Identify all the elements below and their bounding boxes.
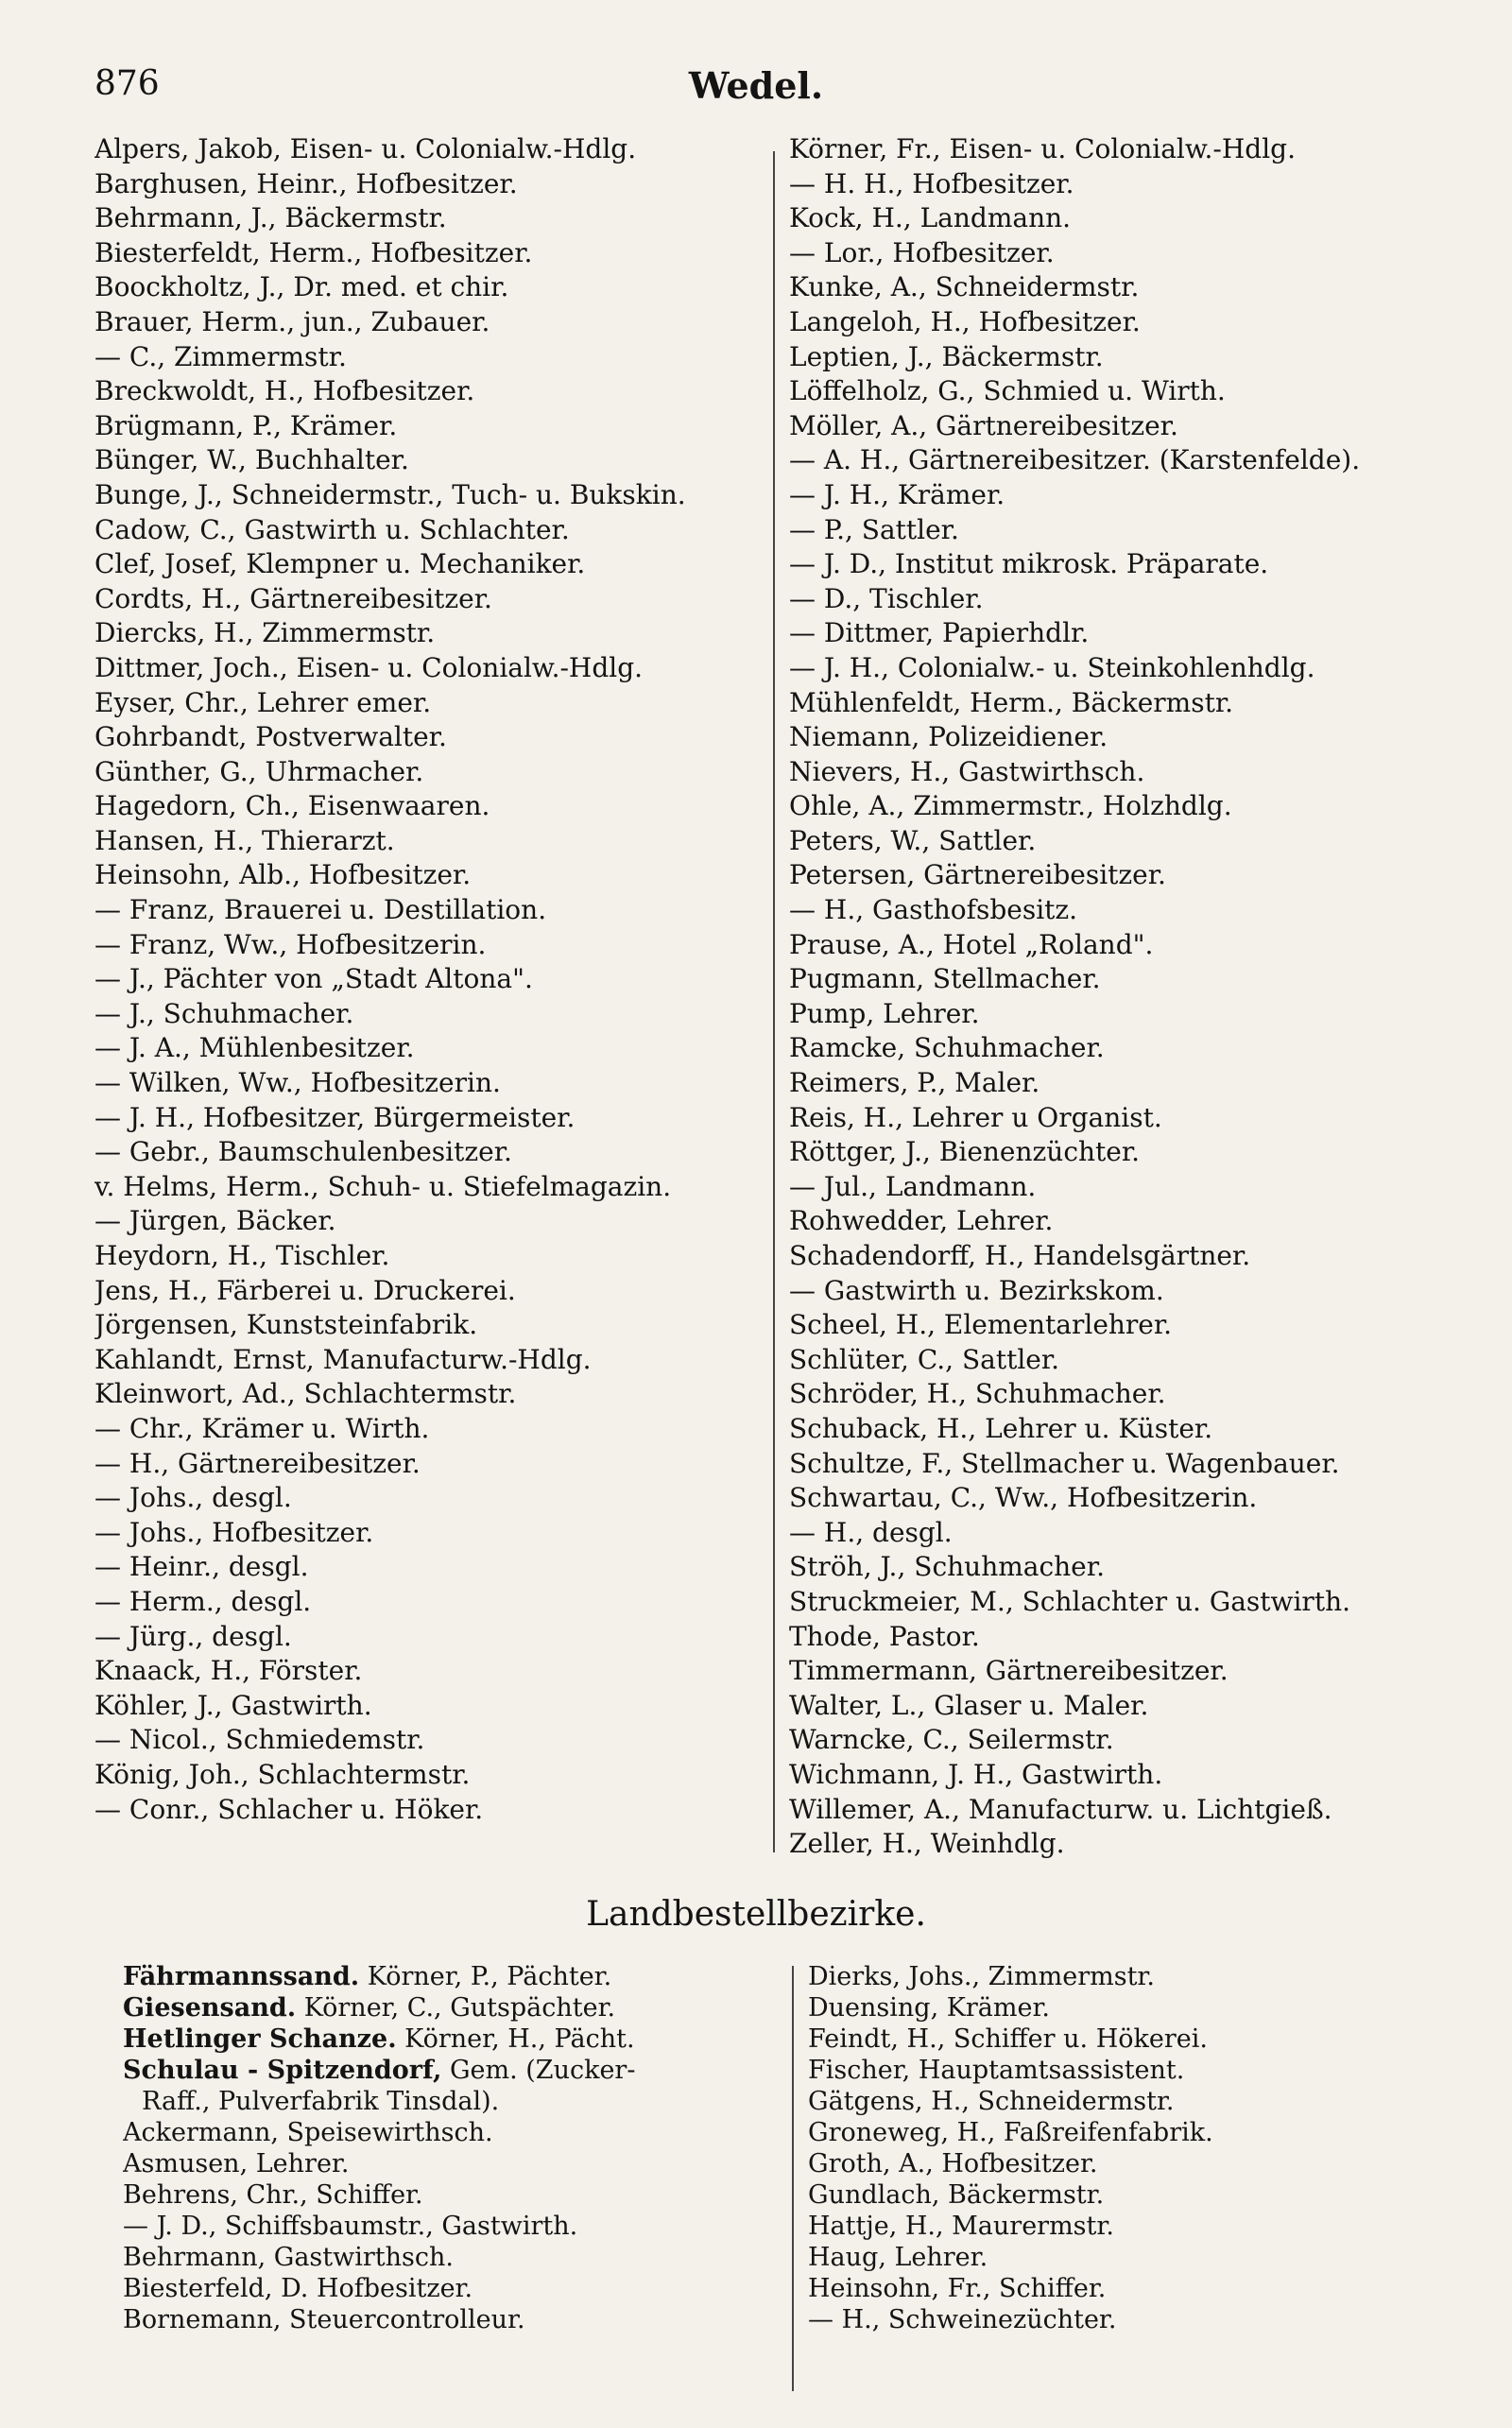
directory-entry: Ramcke, Schuhmacher.: [789, 1032, 1105, 1064]
section-right-column: [808, 1961, 1469, 2335]
directory-entry: Kunke, A., Schneidermstr.: [789, 271, 1140, 303]
entry-text: — J. D., Schiffsbaumstr., Gastwirth.: [123, 2212, 578, 2241]
directory-entry: Heydorn, H., Tischler.: [94, 1240, 390, 1271]
directory-entry: Fischer, Hauptamtsassistent.: [808, 2056, 1185, 2085]
directory-entry: Bunge, J., Schneidermstr., Tuch- u. Bukskin.: [94, 478, 686, 510]
directory-entry: [123, 2242, 784, 2273]
directory-entry: Hattje, H., Maurermstr.: [808, 2212, 1114, 2241]
directory-entry: Groth, A., Hofbesitzer.: [808, 2149, 1098, 2178]
directory-entry: — Franz, Brauerei u. Destillation.: [94, 894, 547, 926]
directory-entry: Kleinwort, Ad., Schlachtermstr.: [94, 1378, 517, 1410]
directory-entry: — Jürg., desgl.: [94, 1620, 292, 1652]
directory-entry: [123, 2086, 784, 2117]
directory-entry: — Herm., desgl.: [94, 1585, 312, 1617]
directory-entry: Pugmann, Stellmacher.: [789, 963, 1101, 995]
directory-entry: — Jul., Landmann.: [789, 1170, 1037, 1202]
directory-entry: Möller, A., Gärtnereibesitzer.: [789, 409, 1178, 441]
directory-entry: [123, 2023, 784, 2055]
directory-entry: Schultze, F., Stellmacher u. Wagenbauer.: [789, 1447, 1340, 1479]
section-column-divider: [792, 1966, 794, 2391]
directory-entry: Körner, Fr., Eisen- u. Colonialw.-Hdlg.: [789, 133, 1296, 164]
directory-entry: — Heinr., desgl.: [94, 1551, 309, 1583]
directory-entry: Schuback, H., Lehrer u. Küster.: [789, 1412, 1213, 1444]
directory-entry: Jens, H., Färberei u. Druckerei.: [94, 1274, 516, 1306]
directory-entry: Struckmeier, M., Schlachter u. Gastwirth.: [789, 1585, 1351, 1617]
directory-entry: Köhler, J., Gastwirth.: [94, 1689, 372, 1721]
directory-entry: — Johs., Hofbesitzer.: [94, 1516, 374, 1548]
directory-entry: [123, 2117, 784, 2148]
directory-entry: — C., Zimmermstr.: [94, 340, 347, 372]
entry-text: Körner, P., Pächter.: [359, 1962, 612, 1991]
directory-entry: Hansen, H., Thierarzt.: [94, 824, 395, 856]
directory-entry: Barghusen, Heinr., Hofbesitzer.: [94, 167, 518, 199]
directory-entry: Gohrbandt, Postverwalter.: [94, 721, 447, 753]
directory-entry: Kahlandt, Ernst, Manufacturw.-Hdlg.: [94, 1343, 592, 1375]
directory-entry: Rohwedder, Lehrer.: [789, 1205, 1054, 1237]
directory-entry: Walter, L., Glaser u. Maler.: [789, 1689, 1149, 1721]
directory-entry: Heinsohn, Fr., Schiffer.: [808, 2274, 1107, 2303]
directory-entry: — J. H., Hofbesitzer, Bürgermeister.: [94, 1101, 576, 1133]
locality-name: Giesensand.: [123, 1993, 297, 2023]
column-divider: [773, 151, 775, 1852]
directory-entry: Günther, G., Uhrmacher.: [94, 755, 424, 787]
entry-text: Biesterfeld, D. Hofbesitzer.: [123, 2274, 473, 2303]
directory-entry: — Conr., Schlacher u. Höker.: [94, 1793, 484, 1825]
directory-entry: — J., Pächter von „Stadt Altona".: [94, 963, 533, 995]
directory-entry: Mühlenfeldt, Herm., Bäckermstr.: [789, 686, 1234, 718]
directory-entry: Jörgensen, Kunststeinfabrik.: [94, 1309, 478, 1341]
directory-entry: Feindt, H., Schiffer u. Hökerei.: [808, 2024, 1208, 2054]
directory-entry: — D., Tischler.: [789, 582, 984, 614]
directory-entry: Prause, A., Hotel „Roland".: [789, 928, 1154, 960]
directory-entry: Brauer, Herm., jun., Zubauer.: [94, 305, 490, 337]
directory-entry: [123, 2179, 784, 2211]
directory-entry: Biesterfeldt, Herm., Hofbesitzer.: [94, 236, 533, 268]
directory-entry: Niemann, Polizeidiener.: [789, 721, 1108, 753]
directory-entry: — P., Sattler.: [789, 513, 959, 545]
directory-entry: Reis, H., Lehrer u Organist.: [789, 1101, 1162, 1133]
directory-entry: Schadendorff, H., Handelsgärtner.: [789, 1240, 1251, 1271]
directory-entry: Petersen, Gärtnereibesitzer.: [789, 859, 1166, 891]
directory-entry: König, Joh., Schlachtermstr.: [94, 1758, 471, 1790]
directory-entry: [123, 2055, 784, 2086]
directory-entry: — Johs., desgl.: [94, 1482, 292, 1514]
directory-entry: Leptien, J., Bäckermstr.: [789, 340, 1104, 372]
directory-entry: — H., Gärtnereibesitzer.: [94, 1447, 421, 1479]
entry-text: Körner, C., Gutspächter.: [296, 1993, 616, 2023]
entry-text: Gem. (Zucker-: [441, 2056, 636, 2085]
directory-entry: — H. H., Hofbesitzer.: [789, 167, 1074, 199]
directory-entry: — Wilken, Ww., Hofbesitzerin.: [94, 1067, 501, 1099]
directory-entry: — J. H., Krämer.: [789, 478, 1005, 510]
directory-entry: Langeloh, H., Hofbesitzer.: [789, 305, 1141, 337]
directory-entry: Peters, W., Sattler.: [789, 824, 1037, 856]
left-column: [94, 132, 765, 1827]
directory-entry: — H., Gasthofsbesitz.: [789, 894, 1078, 926]
directory-entry: [123, 2304, 784, 2335]
directory-entry: Groneweg, H., Faßreifenfabrik.: [808, 2118, 1213, 2147]
directory-entry: Löffelholz, G., Schmied u. Wirth.: [789, 375, 1226, 407]
directory-entry: Schlüter, C., Sattler.: [789, 1343, 1060, 1375]
directory-entry: — Lor., Hofbesitzer.: [789, 236, 1055, 268]
directory-entry: Eyser, Chr., Lehrer emer.: [94, 686, 432, 718]
directory-entry: — Gebr., Baumschulenbesitzer.: [94, 1136, 512, 1168]
directory-entry: Pump, Lehrer.: [789, 997, 980, 1029]
page-number: 876: [94, 64, 160, 103]
locality-name: Fährmannssand.: [123, 1962, 360, 1991]
directory-entry: — H., desgl.: [789, 1516, 953, 1548]
page-title: Wedel.: [688, 64, 824, 107]
directory-entry: Behrmann, J., Bäckermstr.: [94, 202, 447, 234]
directory-entry: — H., Schweinezüchter.: [808, 2305, 1117, 2334]
directory-entry: — J., Schuhmacher.: [94, 997, 354, 1029]
directory-entry: — J. A., Mühlenbesitzer.: [94, 1032, 415, 1064]
directory-entry: Schwartau, C., Ww., Hofbesitzerin.: [789, 1482, 1258, 1514]
directory-entry: Nievers, H., Gastwirthsch.: [789, 755, 1145, 787]
directory-entry: — Nicol., Schmiedemstr.: [94, 1724, 425, 1756]
directory-entry: — J. D., Institut mikrosk. Präparate.: [789, 548, 1269, 580]
right-column: [789, 132, 1469, 1862]
page-header: [0, 64, 1512, 112]
directory-entry: Haug, Lehrer.: [808, 2243, 988, 2272]
entry-text: Behrens, Chr., Schiffer.: [123, 2180, 423, 2210]
locality-name: Hetlinger Schanze.: [123, 2024, 397, 2054]
section-left-column: [123, 1961, 784, 2335]
directory-entry: Scheel, H., Elementarlehrer.: [789, 1309, 1173, 1341]
directory-entry: Ohle, A., Zimmermstr., Holzhdlg.: [789, 790, 1232, 822]
directory-entry: Gundlach, Bäckermstr.: [808, 2180, 1105, 2210]
directory-entry: Reimers, P., Maler.: [789, 1067, 1040, 1099]
directory-entry: Zeller, H., Weinhdlg.: [789, 1828, 1065, 1860]
directory-entry: — A. H., Gärtnereibesitzer. (Karstenfelde).: [789, 444, 1361, 476]
entry-text: Behrmann, Gastwirthsch.: [123, 2243, 454, 2272]
directory-entry: [123, 2273, 784, 2304]
directory-entry: [123, 2148, 784, 2179]
directory-entry: Timmermann, Gärtnereibesitzer.: [789, 1655, 1228, 1687]
directory-entry: Ströh, J., Schuhmacher.: [789, 1551, 1105, 1583]
locality-name: Schulau - Spitzendorf,: [123, 2056, 442, 2085]
directory-entry: [123, 1961, 784, 1992]
entry-text: Asmusen, Lehrer.: [123, 2149, 350, 2178]
directory-entry: Dittmer, Joch., Eisen- u. Colonialw.-Hdlg.: [94, 651, 644, 683]
directory-entry: Cordts, H., Gärtnereibesitzer.: [94, 582, 492, 614]
directory-entry: Heinsohn, Alb., Hofbesitzer.: [94, 859, 472, 891]
directory-entry: Duensing, Krämer.: [808, 1993, 1051, 2023]
directory-entry: Warncke, C., Seilermstr.: [789, 1724, 1114, 1756]
directory-entry: Dierks, Johs., Zimmermstr.: [808, 1962, 1155, 1991]
directory-entry: v. Helms, Herm., Schuh- u. Stiefelmagazin.: [94, 1170, 672, 1202]
directory-entry: Schröder, H., Schuhmacher.: [789, 1378, 1166, 1410]
directory-entry: Boockholtz, J., Dr. med. et chir.: [94, 271, 509, 303]
directory-entry: Willemer, A., Manufacturw. u. Lichtgieß.: [789, 1793, 1332, 1825]
directory-entry: Gätgens, H., Schneidermstr.: [808, 2087, 1175, 2116]
entry-text: Bornemann, Steuercontrolleur.: [123, 2305, 525, 2334]
directory-entry: Bünger, W., Buchhalter.: [94, 444, 409, 476]
directory-entry: Clef, Josef, Klempner u. Mechaniker.: [94, 548, 586, 580]
directory-entry: Breckwoldt, H., Hofbesitzer.: [94, 375, 475, 407]
section-title: Landbestellbezirke.: [586, 1895, 926, 1934]
entry-text: Ackermann, Speisewirthsch.: [123, 2118, 493, 2147]
directory-entry: [123, 2211, 784, 2242]
directory-entry: Diercks, H., Zimmermstr.: [94, 617, 436, 649]
directory-entry: Kock, H., Landmann.: [789, 202, 1072, 234]
entry-text: Raff., Pulverfabrik Tinsdal).: [142, 2087, 500, 2116]
directory-entry: Hagedorn, Ch., Eisenwaaren.: [94, 790, 490, 822]
directory-entry: — Chr., Krämer u. Wirth.: [94, 1412, 430, 1444]
entry-text: Körner, H., Pächt.: [396, 2024, 635, 2054]
directory-entry: — Franz, Ww., Hofbesitzerin.: [94, 928, 487, 960]
directory-entry: Brügmann, P., Krämer.: [94, 409, 398, 441]
directory-entry: Röttger, J., Bienenzüchter.: [789, 1136, 1141, 1168]
directory-entry: — Jürgen, Bäcker.: [94, 1205, 336, 1237]
directory-entry: Knaack, H., Förster.: [94, 1655, 363, 1687]
directory-entry: — Gastwirth u. Bezirkskom.: [789, 1274, 1164, 1306]
directory-entry: Thode, Pastor.: [789, 1620, 980, 1652]
directory-entry: — Dittmer, Papierhdlr.: [789, 617, 1090, 649]
directory-entry: Wichmann, J. H., Gastwirth.: [789, 1758, 1163, 1790]
directory-entry: [123, 1992, 784, 2023]
directory-entry: — J. H., Colonialw.- u. Steinkohlenhdlg.: [789, 651, 1315, 683]
directory-entry: Cadow, C., Gastwirth u. Schlachter.: [94, 513, 570, 545]
directory-entry: Alpers, Jakob, Eisen- u. Colonialw.-Hdlg.: [94, 133, 637, 164]
